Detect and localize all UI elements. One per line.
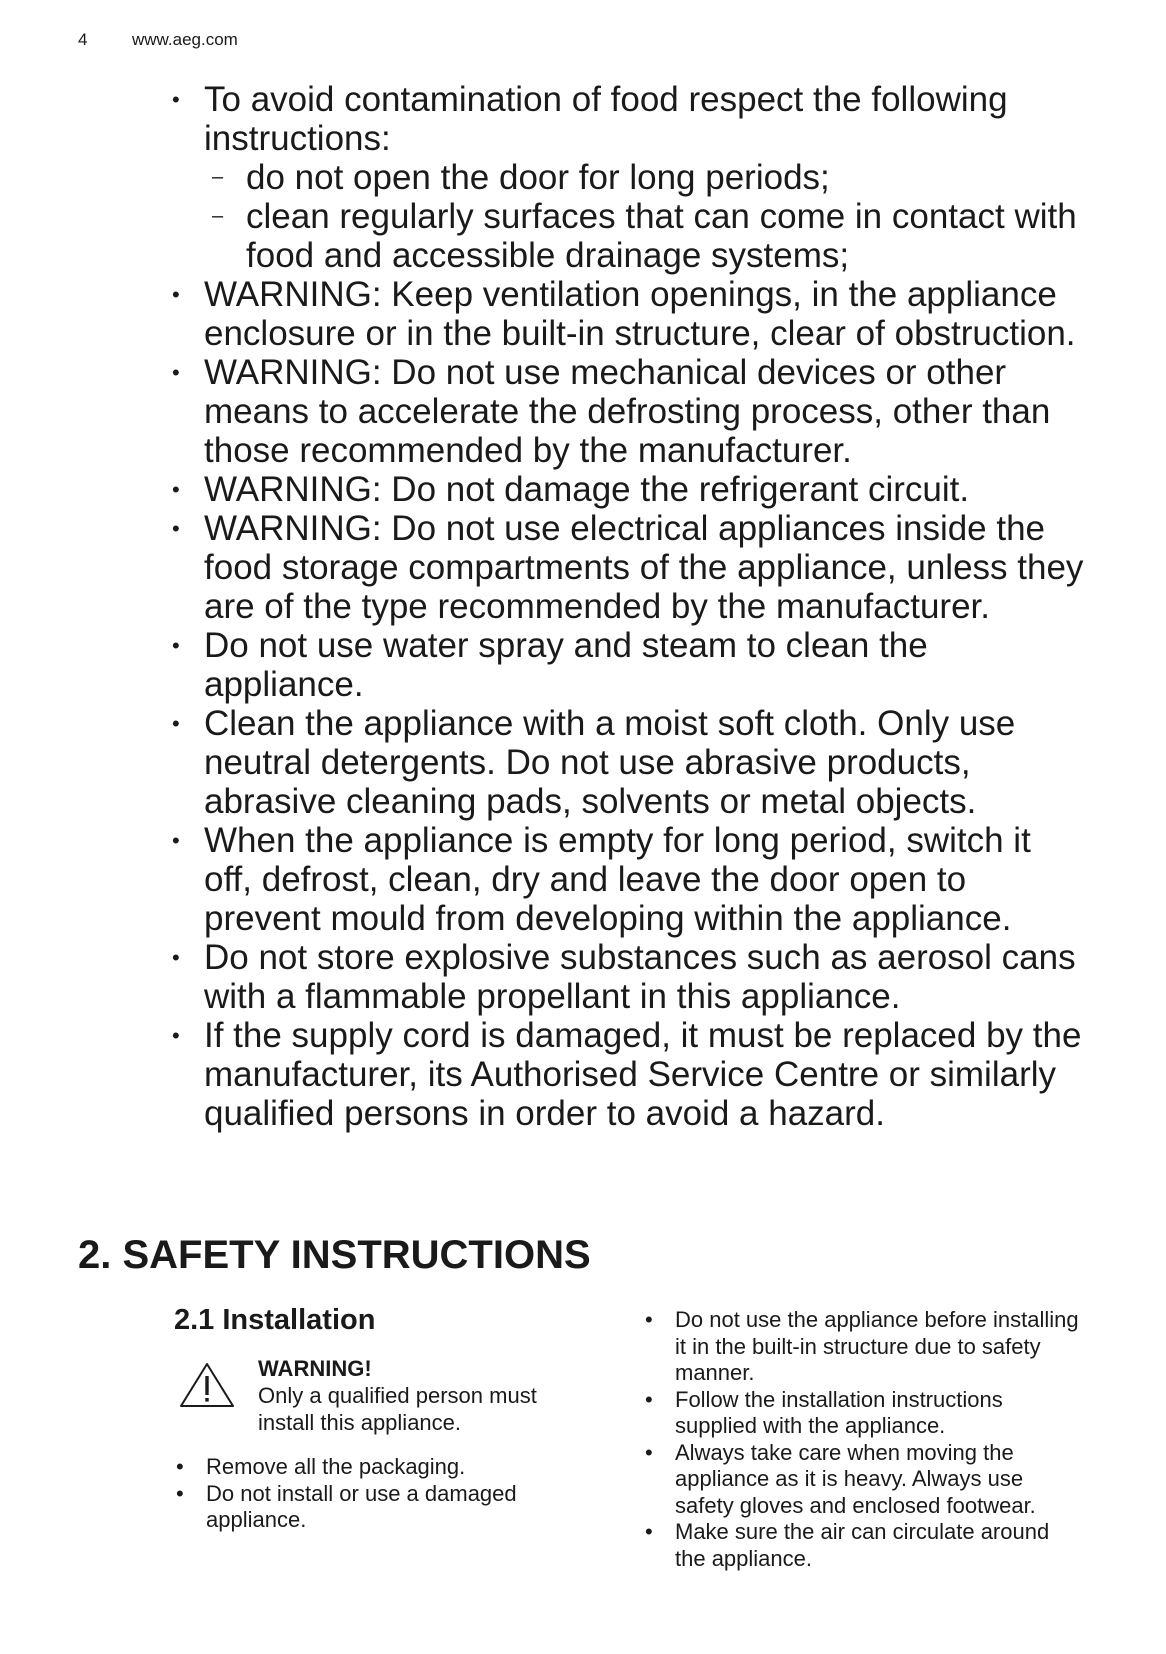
list-item (168, 80, 1088, 275)
bullet: • (176, 1480, 184, 1506)
bullet: • (172, 945, 180, 970)
list-item-text: Clean the appliance with a moist soft cloth. Only use neutral detergents. Do not use abrasive products, abrasive cleaning pads, solvents or metal objects. (204, 704, 1016, 821)
bullet: • (172, 516, 180, 541)
sub-list-item (204, 158, 1088, 197)
list-item (168, 509, 1088, 626)
page-header (78, 30, 238, 50)
list-item (168, 821, 1088, 938)
bullet: • (172, 282, 180, 307)
list-item (168, 626, 1088, 704)
list-item-text: If the supply cord is damaged, it must be replaced by the manufacturer, its Authorised Service Centre or similarly qualified persons in order to avoid a hazard. (204, 1016, 1082, 1133)
list-item-text: When the appliance is empty for long period, switch it off, defrost, clean, dry and leave the door open to prevent mould from developing within the appliance. (204, 821, 1031, 938)
list-item (645, 1387, 1085, 1440)
list-item (645, 1307, 1085, 1387)
list-item (168, 470, 1088, 509)
warning-triangle-icon (178, 1361, 236, 1409)
bullet: • (172, 828, 180, 853)
list-item-text: WARNING: Do not damage the refrigerant circuit. (204, 470, 970, 509)
bullet: • (172, 360, 180, 385)
bullet: • (172, 87, 180, 112)
list-item-text: Remove all the packaging. (206, 1454, 466, 1479)
header-url: www.aeg.com (132, 30, 238, 49)
sub-list-item-text: do not open the door for long periods; (246, 158, 830, 197)
bullet: • (645, 1386, 653, 1412)
list-item (645, 1440, 1085, 1520)
page-number: 4 (78, 30, 88, 49)
list-item-text: Follow the installation instructions supplied with the appliance. (675, 1386, 1003, 1438)
bullet: • (645, 1439, 653, 1465)
warning-title: WARNING! (258, 1356, 372, 1381)
list-item-text: Do not install or use a damaged appliance. (206, 1480, 517, 1532)
bullet: • (645, 1307, 653, 1332)
bullet: • (645, 1519, 653, 1544)
bullet: • (172, 477, 180, 502)
list-item (645, 1519, 1085, 1572)
list-item (168, 938, 1088, 1016)
sub-list (204, 158, 1088, 275)
list-item-text: To avoid contamination of food respect the following instructions: (204, 80, 1008, 158)
list-item-text: WARNING: Do not use electrical appliances inside the food storage compartments of the appliance, unless they are of the type recommended by the manufacturer. (204, 509, 1084, 626)
list-item-text: Do not use the appliance before installing it in the built-in structure due to safety manner. (675, 1307, 1079, 1385)
installation-list-right (645, 1307, 1085, 1572)
dash: – (212, 205, 224, 227)
list-item-text: Always take care when moving the appliance as it is heavy. Always use safety gloves and enclosed footwear. (675, 1439, 1036, 1518)
warning-text: Only a qualified person must install this appliance. (258, 1383, 537, 1435)
section-title: 2. SAFETY INSTRUCTIONS (78, 1233, 591, 1277)
list-item (168, 353, 1088, 470)
subsection-title: 2.1 Installation (174, 1304, 376, 1336)
list-item-text: Do not use water spray and steam to clean the appliance. (204, 626, 928, 704)
list-item (176, 1481, 576, 1534)
list-item-text: Make sure the air can circulate around the appliance. (675, 1519, 1050, 1571)
list-item-text: WARNING: Keep ventilation openings, in the appliance enclosure or in the built-in structure, clear of obstruction. (204, 275, 1076, 353)
bullet: • (172, 633, 180, 658)
list-item-text: Do not store explosive substances such as aerosol cans with a flammable propellant in this appliance. (204, 938, 1076, 1016)
list-item (168, 275, 1088, 353)
sub-list-item (204, 197, 1088, 275)
installation-list-left (176, 1454, 576, 1534)
list-item-text: WARNING: Do not use mechanical devices or other means to accelerate the defrosting process, other than those recommended by the manufacturer. (204, 353, 1051, 470)
bullet: • (176, 1454, 184, 1479)
dash: – (212, 166, 224, 188)
list-item (176, 1454, 576, 1481)
list-item (168, 704, 1088, 821)
safety-continued-list (168, 80, 1088, 1133)
bullet: • (172, 1023, 180, 1048)
sub-list-item-text: clean regularly surfaces that can come in contact with food and accessible drainage systems; (246, 197, 1077, 275)
list-item (168, 1016, 1088, 1133)
bullet: • (172, 711, 180, 736)
